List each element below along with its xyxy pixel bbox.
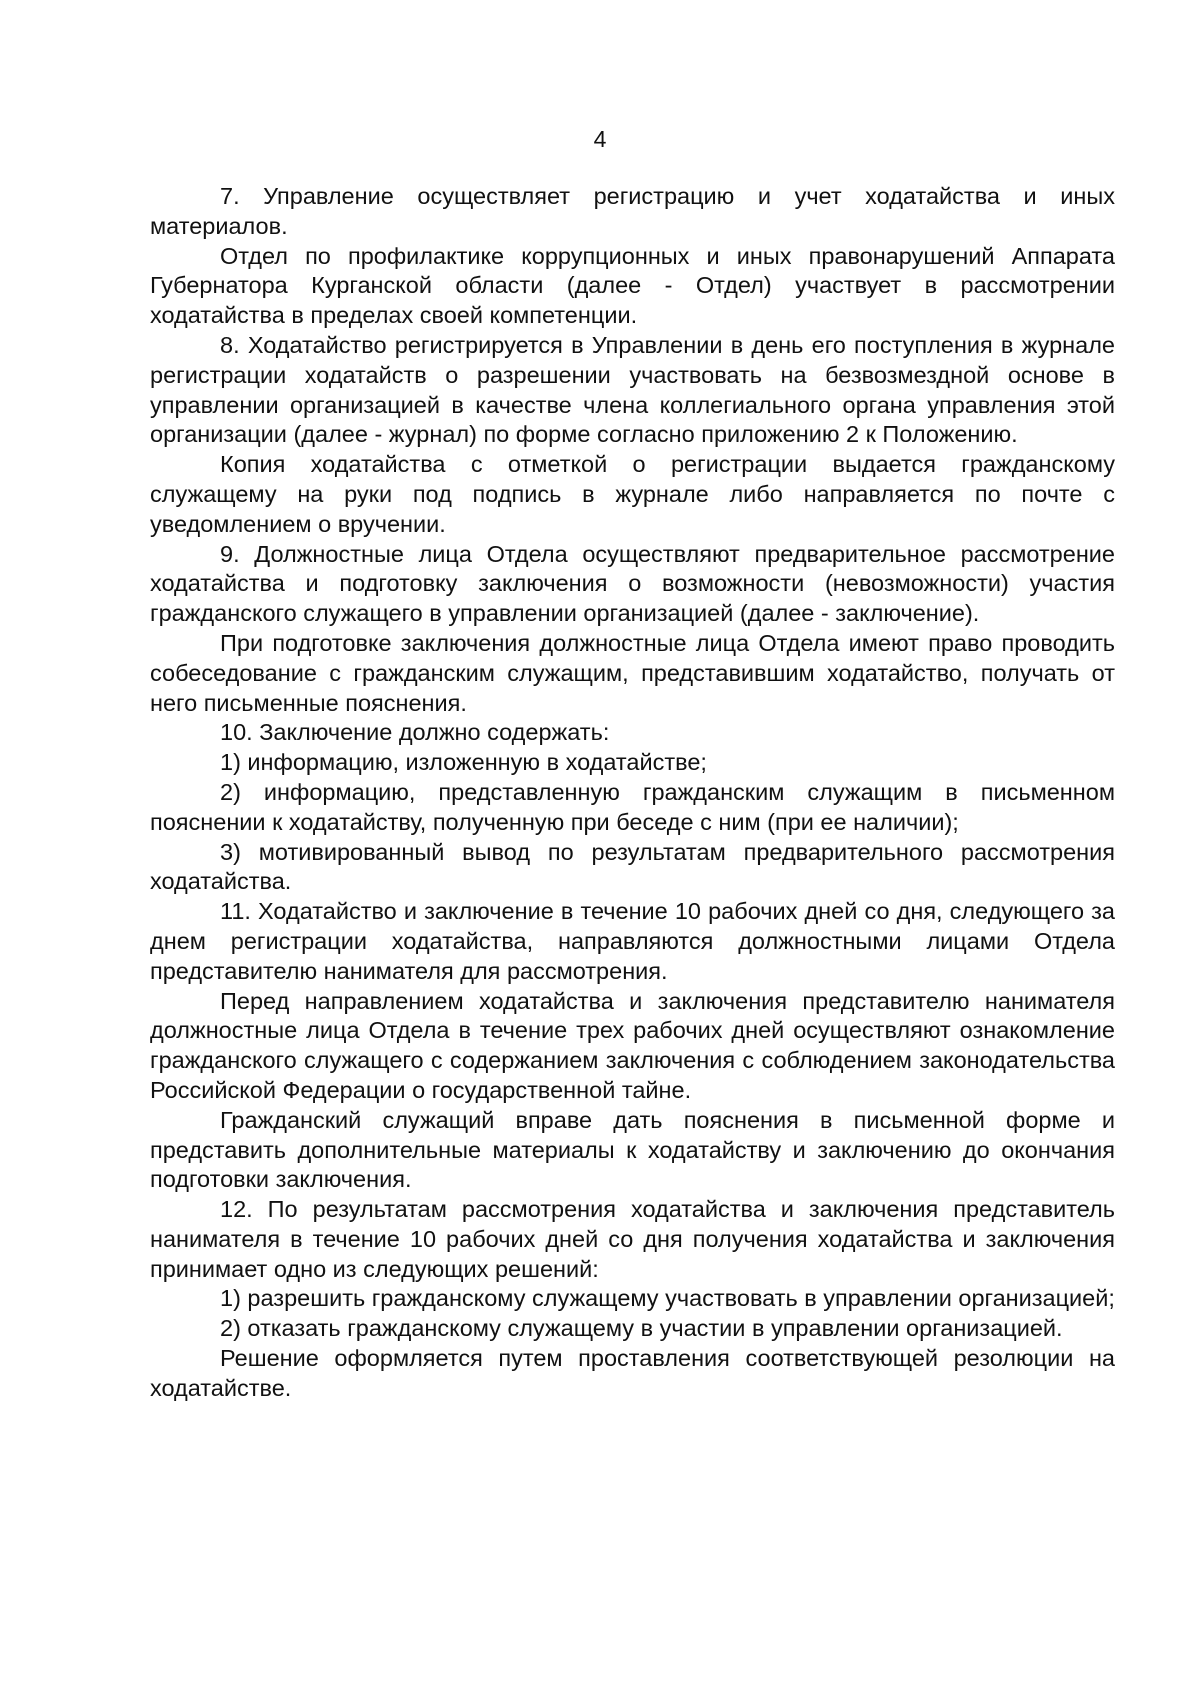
paragraph-kopiya: Копия ходатайства с отметкой о регистрации выдается гражданскому служащему на руки под подпись в журнале либо направляется по почте с уведомлением о вручении. bbox=[150, 451, 1115, 537]
paragraph-7: 7. Управление осуществляет регистрацию и учет ходатайства и иных материалов. bbox=[150, 183, 1115, 239]
paragraph-pered: Перед направлением ходатайства и заключения представителю нанимателя должностные лица Отдела в течение трех рабочих дней осуществляют ознакомление гражданского служащего с содержанием заключения с соблюдением законодательства Российской Федерации о государственной тайне. bbox=[150, 987, 1115, 1103]
list-item-10-2: 2) информацию, представленную гражданским служащим в письменном пояснении к ходатайству, полученную при беседе с ним (при ее наличии); bbox=[150, 778, 1115, 835]
paragraph-otdel: Отдел по профилактике коррупционных и иных правонарушений Аппарата Губернатора Курганской области (далее - Отдел) участвует в рассмотрении ходатайства в пределах своей компетенции. bbox=[150, 242, 1115, 329]
paragraph-8: 8. Ходатайство регистрируется в Управлении в день его поступления в журнале регистрации ходатайств о разрешении участвовать на безвозмездной основе в управлении организацией в качестве члена коллегиального органа управления этой организации (далее - журнал) по форме согласно приложению 2 к Положению. bbox=[150, 331, 1115, 448]
list-item-12-1: 1) разрешить гражданскому служащему участвовать в управлении организацией; bbox=[220, 1285, 1115, 1312]
page-number: 4 bbox=[593, 126, 607, 152]
paragraph-grazhdanskiy: Гражданский служащий вправе дать пояснения в письменной форме и представить дополнительные материалы к ходатайству и заключению до окончания подготовки заключения. bbox=[150, 1106, 1115, 1193]
paragraph-10: 10. Заключение должно содержать: bbox=[220, 719, 610, 746]
paragraph-reshenie: Решение оформляется путем проставления соответствующей резолюции на ходатайстве. bbox=[150, 1345, 1115, 1401]
paragraph-9: 9. Должностные лица Отдела осуществляют предварительное рассмотрение ходатайства и подготовку заключения о возможности (невозможности) участия гражданского служащего в управлении организацией (далее - заключение). bbox=[150, 540, 1115, 627]
paragraph-12: 12. По результатам рассмотрения ходатайства и заключения представитель нанимателя в течение 10 рабочих дней со дня получения ходатайства и заключения принимает одно из следующих решений: bbox=[150, 1196, 1115, 1282]
document-body bbox=[150, 182, 1115, 1404]
list-item-12-2: 2) отказать гражданскому служащему в участии в управлении организацией. bbox=[220, 1315, 1063, 1342]
list-item-10-3: 3) мотивированный вывод по результатам предварительного рассмотрения ходатайства. bbox=[150, 838, 1115, 895]
list-item-10-1: 1) информацию, изложенную в ходатайстве; bbox=[220, 749, 707, 776]
paragraph-pri-podgotovke: При подготовке заключения должностные лица Отдела имеют право проводить собеседование с гражданским служащим, представившим ходатайство, получать от него письменные пояснения. bbox=[150, 629, 1115, 716]
paragraph-11: 11. Ходатайство и заключение в течение 10 рабочих дней со дня, следующего за днем регистрации ходатайства, направляются должностными лицами Отдела представителю нанимателя для рассмотрения. bbox=[150, 898, 1115, 984]
